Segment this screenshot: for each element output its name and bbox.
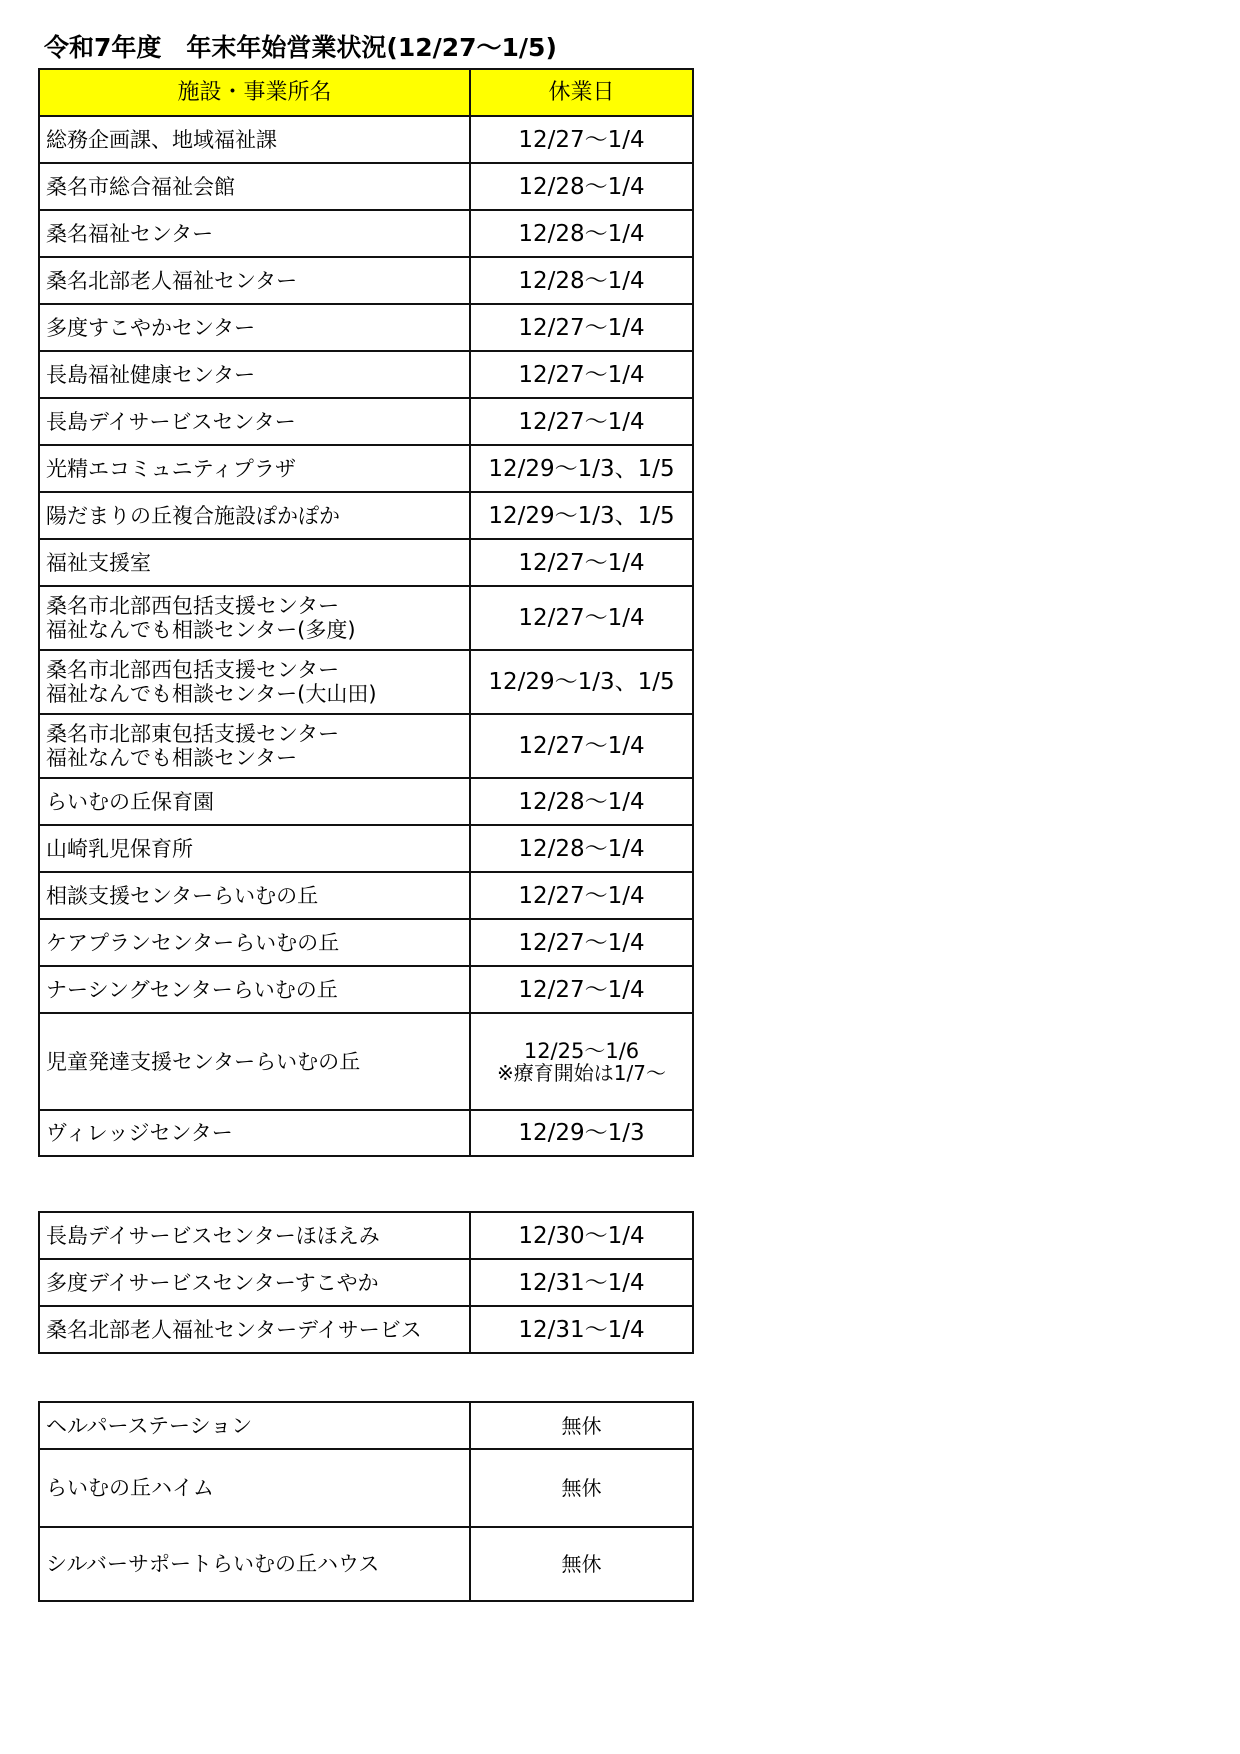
facility-name-cell <box>39 539 470 586</box>
facility-name-cell <box>39 1013 470 1110</box>
closed-days-cell <box>470 919 693 966</box>
closed-days-cell <box>470 304 693 351</box>
facility-name-cell <box>39 1306 470 1353</box>
closed-days-cell <box>470 1527 693 1601</box>
closed-days: 12/29〜1/3、1/5 <box>488 502 675 529</box>
table-row <box>39 351 693 398</box>
closed-days-cell <box>470 539 693 586</box>
facility-name-cell <box>39 1212 470 1259</box>
closed-days: 12/29〜1/3、1/5 <box>488 455 675 482</box>
table-row <box>39 445 693 492</box>
facility-name-cell <box>39 1449 470 1527</box>
closed-days-cell <box>470 1212 693 1259</box>
facility-name: 山崎乳児保育所 <box>46 836 193 861</box>
table-row <box>39 1212 693 1259</box>
schedule-table-day-service <box>38 1211 694 1354</box>
table-header <box>39 69 693 116</box>
closed-days-cell <box>470 398 693 445</box>
facility-name-cell <box>39 714 470 778</box>
closed-days-cell <box>470 163 693 210</box>
facility-name-cell <box>39 825 470 872</box>
closed-days-cell <box>470 445 693 492</box>
facility-name: 桑名福祉センター <box>46 221 214 246</box>
facility-name-cell <box>39 1527 470 1601</box>
table-row <box>39 966 693 1013</box>
closed-days: 12/27〜1/4 <box>518 314 645 341</box>
closed-days: 12/28〜1/4 <box>518 788 645 815</box>
closed-days: 12/27〜1/4 <box>518 126 645 153</box>
table-row <box>39 1527 693 1601</box>
facility-name: 総務企画課、地域福祉課 <box>46 127 277 152</box>
table-row <box>39 714 693 778</box>
facility-name: 桑名市総合福祉会館 <box>46 174 235 199</box>
table-row <box>39 304 693 351</box>
facility-name: らいむの丘保育園 <box>46 789 214 814</box>
table-row <box>39 1402 693 1449</box>
table-row <box>39 210 693 257</box>
closed-days: 12/27〜1/4 <box>518 929 645 956</box>
facility-name-line2: 福祉なんでも相談センター(大山田) <box>46 682 377 706</box>
facility-name: 長島福祉健康センター <box>46 362 256 387</box>
page-title: 令和7年度 年末年始営業状況(12/27〜1/5) <box>44 33 557 62</box>
closed-days: 無休 <box>561 1552 602 1576</box>
closed-days: 12/27〜1/4 <box>518 408 645 435</box>
table-row <box>39 1449 693 1527</box>
table-row <box>39 778 693 825</box>
closed-days-note: ※療育開始は1/7〜 <box>497 1060 666 1085</box>
header-closed-days: 休業日 <box>470 69 693 116</box>
closed-days: 12/29〜1/3 <box>518 1120 645 1146</box>
facility-name-cell <box>39 257 470 304</box>
closed-days: 12/31〜1/4 <box>518 1316 645 1343</box>
table-row <box>39 116 693 163</box>
table-row <box>39 1259 693 1306</box>
closed-days: 12/27〜1/4 <box>518 361 645 388</box>
facility-name-cell <box>39 492 470 539</box>
facility-name: 長島デイサービスセンターほほえみ <box>46 1223 380 1248</box>
closed-days-cell <box>470 966 693 1013</box>
facility-name: ナーシングセンターらいむの丘 <box>46 977 338 1002</box>
facility-name: らいむの丘ハイム <box>46 1476 214 1500</box>
facility-name-cell <box>39 778 470 825</box>
facility-name: 相談支援センターらいむの丘 <box>46 883 319 908</box>
closed-days: 12/27〜1/4 <box>518 882 645 909</box>
facility-name: 光精エコミュニティプラザ <box>46 456 296 481</box>
table-row <box>39 398 693 445</box>
closed-days: 無休 <box>561 1476 602 1500</box>
header-facility-name: 施設・事業所名 <box>39 69 470 116</box>
facility-name-line2: 福祉なんでも相談センター(多度) <box>46 618 356 642</box>
facility-name: 多度デイサービスセンターすこやか <box>46 1270 379 1295</box>
facility-name: 桑名市北部西包括支援センター <box>46 594 340 618</box>
facility-name-cell <box>39 650 470 714</box>
closed-days-cell <box>470 714 693 778</box>
closed-days-cell <box>470 1013 693 1110</box>
table-row <box>39 1013 693 1110</box>
facility-name-cell <box>39 163 470 210</box>
facility-name: 桑名北部老人福祉センターデイサービス <box>46 1317 422 1342</box>
closed-days: 12/28〜1/4 <box>518 835 645 862</box>
facility-name: ケアプランセンターらいむの丘 <box>46 930 340 955</box>
closed-days: 12/27〜1/4 <box>518 549 645 576</box>
schedule-table-no-holiday <box>38 1401 694 1602</box>
facility-name-cell <box>39 351 470 398</box>
facility-name-cell <box>39 116 470 163</box>
facility-name: 桑名市北部西包括支援センター <box>46 658 340 682</box>
table-row <box>39 492 693 539</box>
closed-days: 12/27〜1/4 <box>518 605 645 631</box>
closed-days-cell <box>470 825 693 872</box>
closed-days-cell <box>470 116 693 163</box>
facility-name: ヴィレッジセンター <box>46 1121 233 1145</box>
closed-days: 12/31〜1/4 <box>518 1269 645 1296</box>
facility-name-cell <box>39 304 470 351</box>
closed-days-cell <box>470 492 693 539</box>
facility-name: 福祉支援室 <box>46 550 151 575</box>
facility-name: 陽だまりの丘複合施設ぽかぽか <box>46 503 340 528</box>
closed-days: 12/25〜1/6 <box>523 1038 640 1063</box>
closed-days: 12/28〜1/4 <box>518 220 645 247</box>
facility-name-cell <box>39 1402 470 1449</box>
facility-name-cell <box>39 210 470 257</box>
table-row <box>39 257 693 304</box>
closed-days: 12/27〜1/4 <box>518 733 645 759</box>
facility-name-cell <box>39 1259 470 1306</box>
table-row <box>39 1306 693 1353</box>
table-row <box>39 872 693 919</box>
closed-days: 12/29〜1/3、1/5 <box>488 669 675 695</box>
facility-name-cell <box>39 586 470 650</box>
closed-days-cell <box>470 1110 693 1156</box>
table-row <box>39 586 693 650</box>
table-row <box>39 919 693 966</box>
closed-days-cell <box>470 586 693 650</box>
facility-name: ヘルパーステーション <box>46 1413 253 1438</box>
closed-days: 12/28〜1/4 <box>518 267 645 294</box>
facility-name-cell <box>39 1110 470 1156</box>
closed-days-cell <box>470 650 693 714</box>
closed-days-cell <box>470 351 693 398</box>
closed-days-cell <box>470 210 693 257</box>
facility-name: 多度すこやかセンター <box>46 315 256 340</box>
facility-name: 桑名市北部東包括支援センター <box>46 722 340 746</box>
closed-days-cell <box>470 1402 693 1449</box>
closed-days-cell <box>470 778 693 825</box>
closed-days-cell <box>470 1259 693 1306</box>
schedule-table-main <box>38 68 694 1157</box>
table-row <box>39 825 693 872</box>
facility-name-cell <box>39 872 470 919</box>
closed-days-cell <box>470 872 693 919</box>
table-row <box>39 1110 693 1156</box>
facility-name: シルバーサポートらいむの丘ハウス <box>46 1552 380 1576</box>
closed-days: 12/30〜1/4 <box>518 1222 645 1249</box>
closed-days: 12/27〜1/4 <box>518 976 645 1003</box>
facility-name-line2: 福祉なんでも相談センター <box>46 746 298 770</box>
closed-days-cell <box>470 257 693 304</box>
table-row <box>39 539 693 586</box>
facility-name: 長島デイサービスセンター <box>46 409 296 434</box>
closed-days-cell <box>470 1449 693 1527</box>
facility-name-cell <box>39 398 470 445</box>
closed-days-cell <box>470 1306 693 1353</box>
closed-days: 12/28〜1/4 <box>518 173 645 200</box>
table-row <box>39 163 693 210</box>
table-row <box>39 650 693 714</box>
facility-name: 児童発達支援センターらいむの丘 <box>46 1049 361 1074</box>
facility-name-cell <box>39 919 470 966</box>
closed-days: 無休 <box>561 1413 602 1438</box>
facility-name: 桑名北部老人福祉センター <box>46 268 298 293</box>
facility-name-cell <box>39 445 470 492</box>
facility-name-cell <box>39 966 470 1013</box>
